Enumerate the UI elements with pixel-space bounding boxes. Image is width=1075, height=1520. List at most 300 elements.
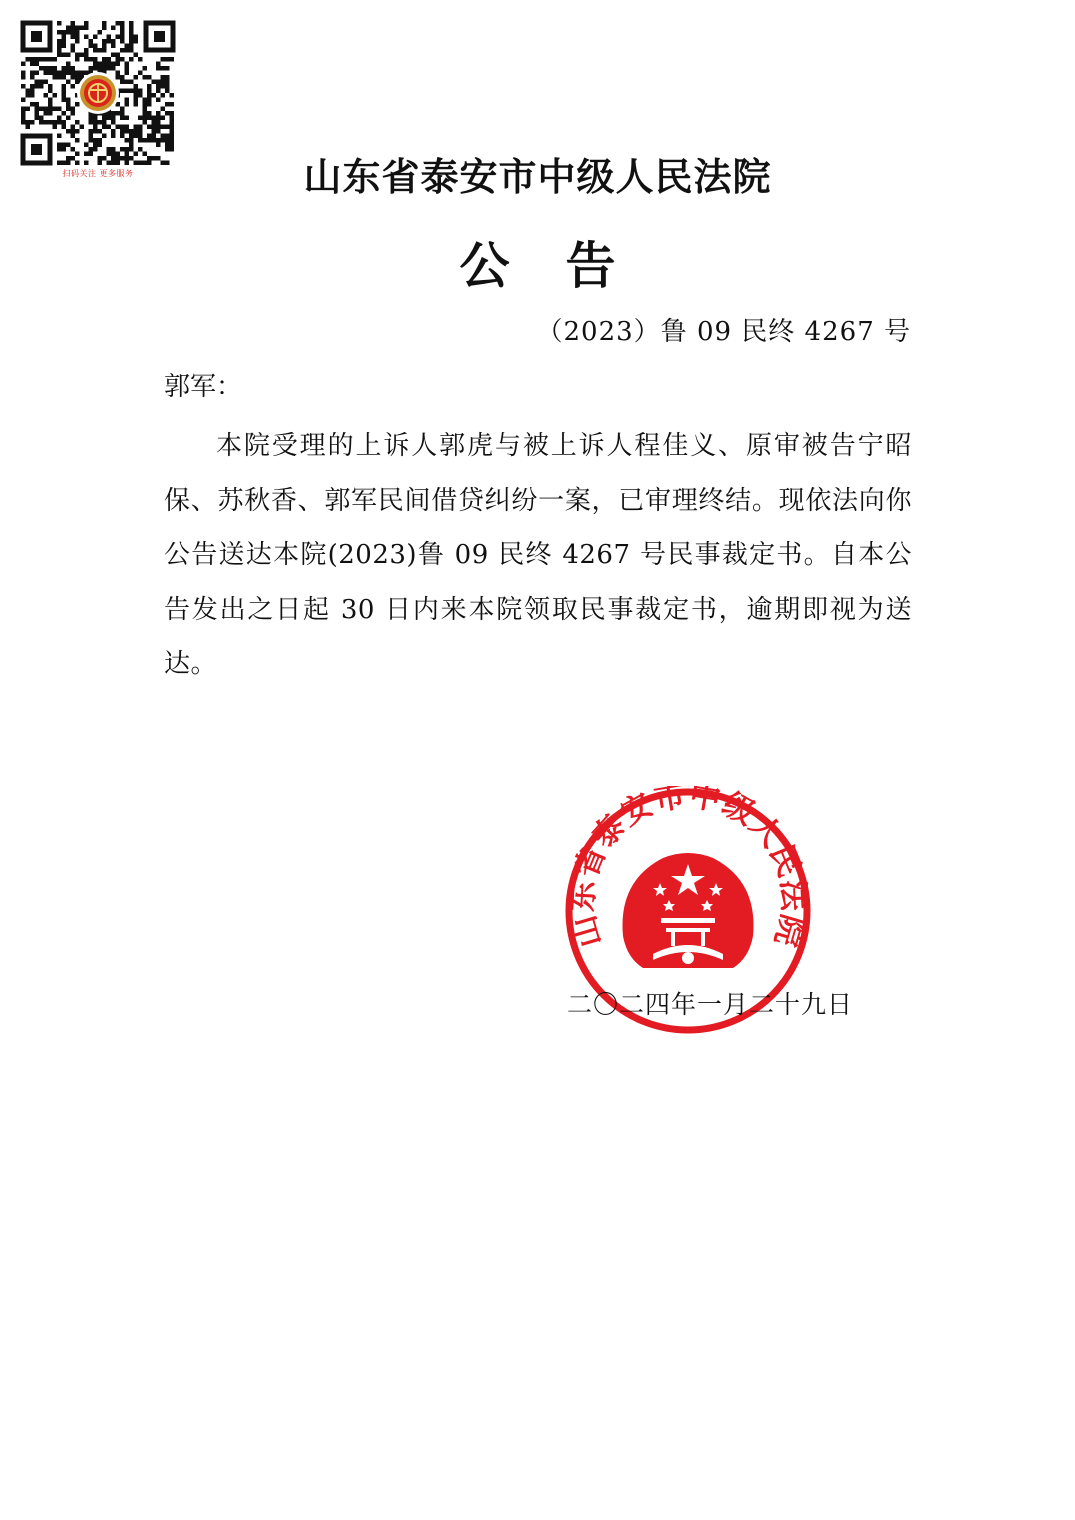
qr-module: [62, 89, 67, 94]
document-date: 二〇二四年一月二十九日: [567, 990, 854, 1019]
qr-module: [89, 120, 94, 125]
qr-module: [147, 98, 152, 103]
qr-module: [129, 44, 134, 49]
qr-module: [39, 120, 44, 125]
qr-module: [30, 89, 35, 94]
qr-module: [102, 125, 107, 130]
qr-module: [107, 116, 112, 121]
qr-module: [21, 98, 26, 103]
qr-module: [26, 93, 31, 98]
qr-module: [71, 48, 76, 53]
qr-module: [75, 30, 80, 35]
notice-title-char-2: 告: [565, 236, 616, 295]
qr-module: [26, 125, 31, 130]
qr-module: [84, 48, 89, 53]
qr-module: [98, 62, 103, 67]
qr-module: [152, 116, 157, 121]
qr-module: [57, 134, 62, 139]
qr-module: [125, 102, 130, 107]
qr-code: [20, 20, 176, 166]
qr-module: [120, 134, 125, 139]
qr-module: [111, 39, 116, 44]
qr-module: [98, 129, 103, 134]
qr-module: [71, 30, 76, 35]
qr-module: [111, 66, 116, 71]
qr-module: [120, 48, 125, 53]
qr-module: [138, 71, 143, 76]
qr-module: [129, 30, 134, 35]
qr-module: [116, 57, 121, 62]
qr-module: [71, 21, 76, 26]
qr-module: [143, 107, 148, 112]
national-emblem-icon: [623, 853, 754, 968]
seal-text: 山东省泰安市中级人民法院: [564, 786, 812, 952]
qr-module: [84, 53, 89, 58]
qr-module: [147, 89, 152, 94]
qr-module: [152, 129, 157, 134]
qr-module: [75, 39, 80, 44]
qr-module: [84, 35, 89, 40]
qr-module: [44, 120, 49, 125]
qr-module: [89, 129, 94, 134]
qr-module: [156, 98, 161, 103]
qr-module: [111, 62, 116, 67]
qr-module: [161, 75, 166, 80]
qr-module: [62, 98, 67, 103]
qr-module: [26, 57, 31, 62]
qr-module: [165, 75, 170, 80]
qr-module: [44, 93, 49, 98]
qr-module: [143, 138, 148, 143]
qr-module: [143, 66, 148, 71]
qr-module: [125, 138, 130, 143]
qr-module: [102, 57, 107, 62]
qr-module: [102, 26, 107, 31]
qr-module: [156, 129, 161, 134]
qr-module: [98, 66, 103, 71]
qr-module: [170, 102, 175, 107]
qr-module: [35, 57, 40, 62]
qr-module: [57, 48, 62, 53]
qr-module: [143, 120, 148, 125]
qr-module: [30, 71, 35, 76]
qr-module: [111, 26, 116, 31]
qr-module: [98, 138, 103, 143]
qr-module: [170, 138, 175, 143]
qr-module: [120, 107, 125, 112]
qr-module: [125, 66, 130, 71]
qr-module: [120, 35, 125, 40]
qr-module: [111, 134, 116, 139]
qr-module: [75, 35, 80, 40]
qr-module: [134, 39, 139, 44]
qr-module: [66, 102, 71, 107]
qr-module: [111, 116, 116, 121]
qr-module: [53, 71, 58, 76]
qr-module: [161, 66, 166, 71]
qr-module: [75, 138, 80, 143]
qr-module: [62, 53, 67, 58]
qr-module: [129, 26, 134, 31]
qr-module: [53, 75, 58, 80]
qr-module: [35, 111, 40, 116]
qr-module: [102, 62, 107, 67]
qr-module: [125, 44, 130, 49]
qr-module: [138, 134, 143, 139]
qr-module: [134, 84, 139, 89]
qr-module: [125, 125, 130, 130]
qr-module: [35, 84, 40, 89]
qr-module: [120, 89, 125, 94]
qr-module: [134, 134, 139, 139]
qr-module: [66, 129, 71, 134]
qr-module: [165, 89, 170, 94]
qr-module: [44, 71, 49, 76]
qr-module: [89, 39, 94, 44]
qr-module: [116, 53, 121, 58]
qr-module: [116, 71, 121, 76]
qr-module: [143, 111, 148, 116]
qr-module: [102, 21, 107, 26]
qr-module: [125, 98, 130, 103]
qr-module: [62, 39, 67, 44]
qr-module: [30, 57, 35, 62]
qr-module: [156, 138, 161, 143]
qr-module: [138, 138, 143, 143]
qr-module: [71, 66, 76, 71]
qr-module: [57, 120, 62, 125]
qr-module: [44, 66, 49, 71]
qr-module: [75, 53, 80, 58]
qr-module: [80, 125, 85, 130]
qr-module: [93, 129, 98, 134]
qr-module: [53, 120, 58, 125]
qr-module: [120, 21, 125, 26]
qr-module: [80, 26, 85, 31]
qr-module: [62, 66, 67, 71]
qr-module: [120, 75, 125, 80]
qr-module: [39, 84, 44, 89]
qr-module: [71, 26, 76, 31]
qr-module: [75, 129, 80, 134]
qr-module: [39, 66, 44, 71]
qr-module: [147, 111, 152, 116]
qr-module: [102, 39, 107, 44]
qr-module: [107, 57, 112, 62]
qr-module: [21, 84, 26, 89]
qr-module: [57, 116, 62, 121]
qr-module: [62, 44, 67, 49]
qr-module: [57, 71, 62, 76]
qr-module: [170, 125, 175, 130]
qr-module: [161, 57, 166, 62]
qr-module: [143, 102, 148, 107]
qr-module: [66, 98, 71, 103]
qr-module: [62, 120, 67, 125]
qr-module: [129, 21, 134, 26]
qr-module: [21, 111, 26, 116]
qr-module: [165, 125, 170, 130]
qr-module: [93, 48, 98, 53]
qr-module: [21, 116, 26, 121]
qr-module: [48, 66, 53, 71]
qr-module: [134, 75, 139, 80]
qr-module: [57, 75, 62, 80]
qr-module: [21, 62, 26, 67]
qr-module: [156, 120, 161, 125]
qr-module: [48, 107, 53, 112]
qr-module: [39, 116, 44, 121]
qr-module: [129, 35, 134, 40]
qr-module: [62, 84, 67, 89]
qr-module: [152, 134, 157, 139]
qr-module: [89, 66, 94, 71]
qr-module: [165, 57, 170, 62]
qr-module: [30, 75, 35, 80]
qr-module: [138, 125, 143, 130]
qr-module: [120, 116, 125, 121]
qr-module: [84, 71, 89, 76]
qr-module: [26, 120, 31, 125]
qr-module: [93, 44, 98, 49]
qr-module: [156, 125, 161, 130]
qr-module: [62, 125, 67, 130]
qr-module: [71, 71, 76, 76]
qr-module: [161, 138, 166, 143]
qr-module: [21, 71, 26, 76]
qr-module: [62, 71, 67, 76]
qr-module: [48, 98, 53, 103]
qr-module: [30, 102, 35, 107]
qr-module: [57, 30, 62, 35]
qr-module: [170, 129, 175, 134]
qr-module: [102, 66, 107, 71]
qr-module: [71, 35, 76, 40]
qr-module: [75, 71, 80, 76]
qr-module: [129, 138, 134, 143]
qr-module: [138, 129, 143, 134]
qr-module: [26, 89, 31, 94]
qr-module: [93, 116, 98, 121]
qr-module: [102, 134, 107, 139]
qr-module: [84, 21, 89, 26]
qr-module: [152, 120, 157, 125]
qr-module: [161, 125, 166, 130]
qr-module: [89, 44, 94, 49]
qr-module: [62, 111, 67, 116]
qr-module: [21, 75, 26, 80]
qr-module: [165, 138, 170, 143]
qr-module: [156, 116, 161, 121]
qr-module: [89, 138, 94, 143]
qr-module: [107, 62, 112, 67]
qr-module: [107, 125, 112, 130]
qr-module: [66, 71, 71, 76]
qr-module: [165, 66, 170, 71]
qr-module: [35, 80, 40, 85]
qr-module: [156, 111, 161, 116]
qr-module: [125, 62, 130, 67]
qr-module: [48, 84, 53, 89]
case-number: （2023）鲁 09 民终 4267 号: [536, 317, 911, 347]
qr-module: [147, 93, 152, 98]
qr-module: [71, 134, 76, 139]
qr-module: [98, 48, 103, 53]
qr-module: [75, 75, 80, 80]
qr-module: [44, 57, 49, 62]
qr-module: [138, 93, 143, 98]
qr-module: [57, 53, 62, 58]
qr-module: [57, 44, 62, 49]
qr-module: [48, 89, 53, 94]
qr-module: [156, 62, 161, 67]
qr-module: [143, 98, 148, 103]
qr-module: [35, 71, 40, 76]
qr-module: [147, 116, 152, 121]
notice-title-char-1: 公: [459, 236, 510, 295]
qr-module: [147, 125, 152, 130]
qr-module: [93, 138, 98, 143]
qr-module: [134, 53, 139, 58]
qr-module: [129, 89, 134, 94]
qr-module: [161, 107, 166, 112]
qr-module: [66, 30, 71, 35]
qr-module: [147, 102, 152, 107]
qr-module: [48, 111, 53, 116]
qr-module: [147, 84, 152, 89]
qr-module: [53, 107, 58, 112]
qr-module: [53, 57, 58, 62]
qr-module: [134, 93, 139, 98]
qr-module: [35, 102, 40, 107]
qr-module: [48, 57, 53, 62]
qr-module: [66, 116, 71, 121]
qr-module: [165, 102, 170, 107]
qr-module: [93, 120, 98, 125]
qr-module: [39, 80, 44, 85]
qr-module: [57, 107, 62, 112]
qr-module: [57, 21, 62, 26]
qr-module: [84, 26, 89, 31]
qr-module: [125, 80, 130, 85]
qr-module: [161, 134, 166, 139]
qr-module: [111, 44, 116, 49]
qr-module: [116, 21, 121, 26]
qr-module: [98, 30, 103, 35]
addressee: 郭军：: [164, 372, 243, 402]
qr-module: [129, 134, 134, 139]
qr-module: [138, 89, 143, 94]
qr-module: [71, 84, 76, 89]
qr-module: [156, 80, 161, 85]
qr-module: [44, 107, 49, 112]
qr-module: [84, 57, 89, 62]
qr-module: [116, 35, 121, 40]
qr-module: [66, 107, 71, 112]
qr-module: [53, 66, 58, 71]
qr-module: [71, 125, 76, 130]
qr-module: [116, 75, 121, 80]
qr-module: [165, 111, 170, 116]
qr-module: [120, 129, 125, 134]
qr-module: [30, 93, 35, 98]
qr-module: [66, 66, 71, 71]
qr-module: [48, 71, 53, 76]
qr-module: [134, 98, 139, 103]
qr-module: [75, 26, 80, 31]
qr-module: [80, 71, 85, 76]
qr-module: [111, 120, 116, 125]
qr-module: [147, 75, 152, 80]
qr-module: [107, 66, 112, 71]
qr-module: [134, 125, 139, 130]
qr-module: [156, 89, 161, 94]
qr-module: [80, 53, 85, 58]
qr-module: [152, 138, 157, 143]
qr-module: [26, 107, 31, 112]
qr-caption: 扫码关注 更多服务: [62, 169, 134, 178]
qr-module: [129, 48, 134, 53]
qr-module: [143, 75, 148, 80]
qr-module: [120, 111, 125, 116]
qr-module: [170, 111, 175, 116]
qr-module: [134, 89, 139, 94]
qr-module: [66, 62, 71, 67]
qr-module: [21, 107, 26, 112]
qr-module: [39, 57, 44, 62]
qr-module: [125, 48, 130, 53]
qr-module: [116, 125, 121, 130]
qr-module: [53, 93, 58, 98]
qr-module: [44, 80, 49, 85]
qr-module: [53, 125, 58, 130]
qr-module: [62, 30, 67, 35]
qr-module: [102, 44, 107, 49]
qr-module: [107, 35, 112, 40]
qr-module: [66, 53, 71, 58]
qr-module: [161, 80, 166, 85]
qr-module: [134, 129, 139, 134]
qr-module: [152, 93, 157, 98]
qr-module: [143, 116, 148, 121]
qr-module: [111, 53, 116, 58]
qr-module: [30, 62, 35, 67]
qr-module: [71, 75, 76, 80]
qr-module: [48, 120, 53, 125]
qr-module: [102, 116, 107, 121]
qr-module: [93, 62, 98, 67]
qr-module: [156, 66, 161, 71]
qr-module: [170, 120, 175, 125]
qr-module: [129, 39, 134, 44]
qr-module: [120, 26, 125, 31]
qr-module: [129, 57, 134, 62]
qr-module: [62, 93, 67, 98]
qr-module: [170, 116, 175, 121]
qr-module: [120, 80, 125, 85]
qr-module: [71, 107, 76, 112]
qr-module: [89, 57, 94, 62]
qr-module: [120, 39, 125, 44]
qr-module: [129, 129, 134, 134]
qr-module: [93, 66, 98, 71]
qr-module: [120, 30, 125, 35]
qr-module: [170, 93, 175, 98]
qr-module: [134, 102, 139, 107]
qr-module: [89, 116, 94, 121]
qr-module: [165, 84, 170, 89]
qr-module: [116, 111, 121, 116]
